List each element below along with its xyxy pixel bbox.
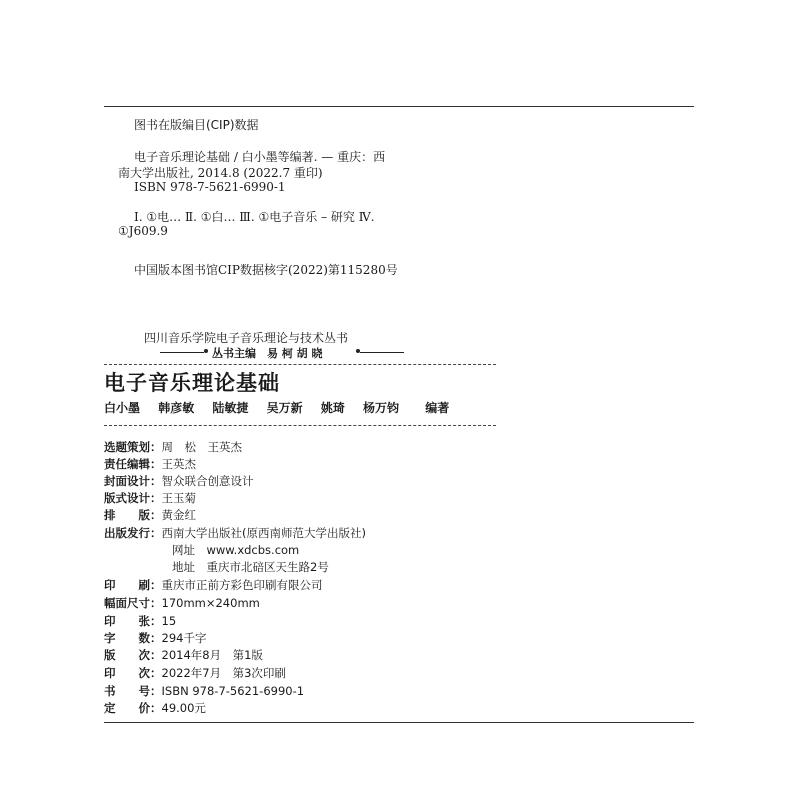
info-label: 版式设计： — [104, 491, 162, 505]
info-value: 西南大学出版社(原西南师范大学出版社) — [161, 526, 366, 540]
info-value: 重庆市正前方彩色印刷有限公司 — [161, 578, 323, 592]
editor-rule-right — [360, 352, 404, 353]
info-label: 印 刷： — [104, 578, 162, 592]
info-value: 2014年8月 第1版 — [161, 648, 263, 662]
info-label: 定 价： — [104, 701, 162, 715]
series-name: 四川音乐学院电子音乐理论与技术丛书 — [144, 331, 349, 345]
info-row-layout-design — [104, 491, 196, 505]
author-name: 姚琦 — [320, 401, 345, 415]
info-value: 黄金红 — [161, 508, 196, 522]
author-role: 编著 — [425, 401, 450, 415]
info-value: ISBN 978-7-5621-6990-1 — [161, 684, 305, 698]
info-label: 印 次： — [104, 666, 162, 680]
info-label: 选题策划： — [104, 440, 162, 454]
info-label: 版 次： — [104, 648, 162, 662]
editor-rule-left — [160, 352, 204, 353]
info-row-printing — [104, 666, 286, 680]
dashed-divider-bottom — [104, 425, 496, 426]
info-row-cover-design — [104, 474, 254, 488]
info-value: 170mm×240mm — [161, 596, 260, 610]
author-name: 白小墨 — [104, 401, 141, 415]
info-label: 书 号： — [104, 684, 162, 698]
cip-heading: 图书在版编目(CIP)数据 — [134, 118, 259, 132]
author-name: 杨万钧 — [363, 401, 400, 415]
cip-classification-line-1: Ⅰ. ①电… Ⅱ. ①白… Ⅲ. ①电子音乐 – 研究 Ⅳ. — [134, 210, 375, 224]
cip-classification-line-2: ①J609.9 — [118, 224, 168, 238]
publisher-website: 网址 www.xdcbs.com — [172, 543, 300, 557]
author-list — [104, 401, 463, 415]
info-value: 15 — [161, 614, 177, 628]
info-label: 封面设计： — [104, 474, 162, 488]
info-label: 出版发行： — [104, 526, 162, 540]
top-rule — [104, 106, 694, 107]
editor-dot-left — [204, 349, 208, 353]
series-editors: 丛书主编 易 柯 胡 晓 — [212, 347, 323, 360]
author-name: 陆敏捷 — [212, 401, 249, 415]
info-row-format — [104, 596, 260, 610]
author-name: 吴万新 — [266, 401, 303, 415]
info-row-editor — [104, 457, 196, 471]
info-row-isbn — [104, 684, 304, 698]
cip-cataloging-number: 中国版本图书馆CIP数据核字(2022)第115280号 — [134, 263, 398, 277]
info-row-word-count — [104, 631, 206, 645]
info-row-edition — [104, 648, 263, 662]
publisher-address: 地址 重庆市北碚区天生路2号 — [172, 560, 329, 574]
bottom-rule — [104, 722, 694, 723]
book-title: 电子音乐理论基础 — [104, 371, 280, 395]
info-value: 周 松 王英杰 — [161, 440, 242, 454]
info-row-typesetting — [104, 508, 196, 522]
info-label: 责任编辑： — [104, 457, 162, 471]
cip-entry-line-2: 南大学出版社, 2014.8 (2022.7 重印) — [118, 166, 323, 180]
info-row-price — [104, 701, 206, 715]
info-value: 2022年7月 第3次印刷 — [161, 666, 286, 680]
info-value: 49.00元 — [161, 701, 206, 715]
author-name: 韩彦敏 — [158, 401, 195, 415]
info-label: 幅面尺寸： — [104, 596, 162, 610]
cip-isbn: ISBN 978-7-5621-6990-1 — [134, 180, 286, 194]
info-row-printer — [104, 578, 323, 592]
info-value: 王玉菊 — [161, 491, 196, 505]
cip-entry-line-1: 电子音乐理论基础 / 白小墨等编著. — 重庆：西 — [134, 150, 386, 164]
info-value: 王英杰 — [161, 457, 196, 471]
info-label: 排 版： — [104, 508, 162, 522]
info-value: 294千字 — [161, 631, 207, 645]
dashed-divider-top — [104, 364, 496, 365]
info-row-planner — [104, 440, 242, 454]
series-editors-row — [160, 345, 410, 359]
info-row-publisher — [104, 526, 366, 540]
info-label: 印 张： — [104, 614, 162, 628]
info-value: 智众联合创意设计 — [161, 474, 254, 488]
info-row-sheets — [104, 614, 176, 628]
info-label: 字 数： — [104, 631, 162, 645]
